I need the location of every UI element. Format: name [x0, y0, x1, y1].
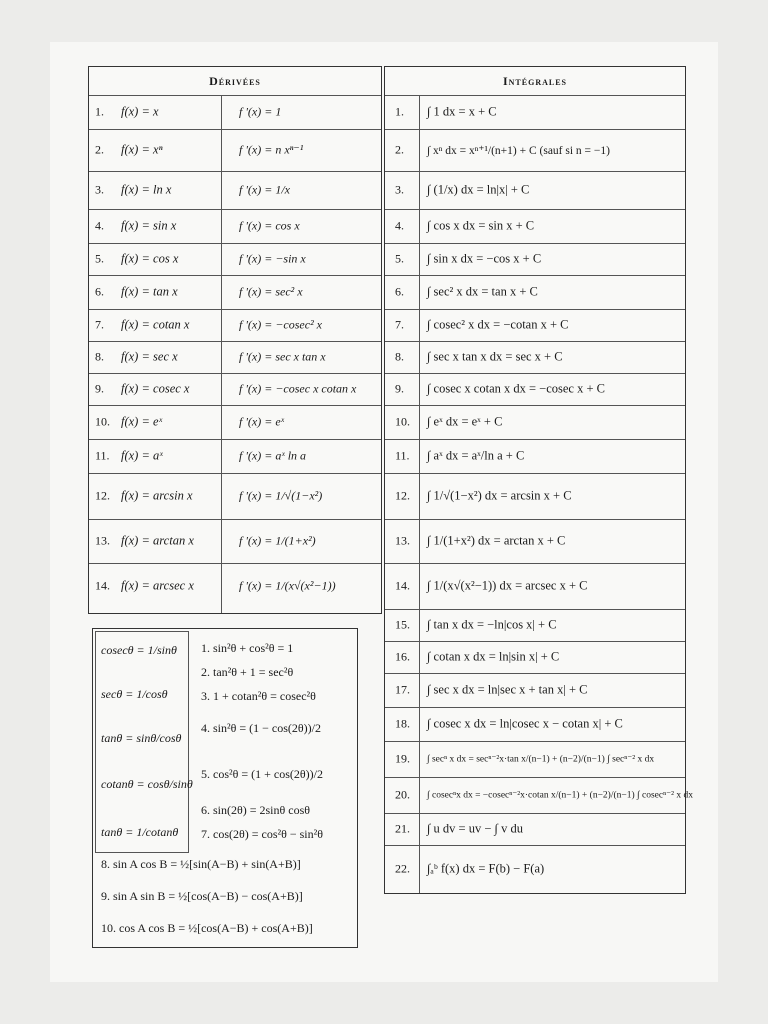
trig-identity: 5. cos²θ = (1 + cos(2θ))/2 — [201, 767, 323, 781]
integral-formula: ∫ sec x dx = ln|sec x + tan x| + C — [427, 682, 588, 697]
function-cell: f(x) = cos x — [121, 251, 179, 266]
row-number: 21. — [395, 821, 410, 836]
derivative-cell: f '(x) = sec² x — [239, 284, 303, 299]
trig-identity: 2. tan²θ + 1 = sec²θ — [201, 665, 294, 679]
derivative-row — [89, 405, 381, 440]
function-cell: f(x) = x — [121, 104, 159, 119]
function-cell: f(x) = sec x — [121, 349, 178, 364]
integrals-table — [384, 66, 693, 894]
row-number: 19. — [395, 751, 410, 766]
derivative-cell: f '(x) = sec x tan x — [239, 349, 326, 364]
row-number: 12. — [95, 488, 110, 503]
row-number: 18. — [395, 716, 410, 731]
derivative-row — [89, 341, 381, 374]
row-number: 13. — [95, 533, 110, 548]
row-number: 2. — [395, 142, 404, 157]
integral-formula: ∫ sec x tan x dx = sec x + C — [427, 349, 563, 364]
row-number: 5. — [95, 251, 104, 266]
row-number: 5. — [395, 251, 404, 266]
integral-row — [385, 641, 685, 674]
row-number: 3. — [95, 182, 104, 197]
integral-row — [385, 373, 685, 406]
derivative-cell: f '(x) = 1/√(1−x²) — [239, 488, 323, 503]
derivative-row — [89, 439, 381, 474]
integral-formula: ∫ eˣ dx = eˣ + C — [427, 414, 503, 429]
integral-row — [385, 519, 685, 564]
integral-row — [385, 405, 685, 440]
product-identity: 10. cos A cos B = ½[cos(A−B) + cos(A+B)] — [101, 921, 313, 935]
integral-formula: ∫ aˣ dx = aˣ/ln a + C — [427, 448, 525, 463]
derivative-cell: f '(x) = 1/(x√(x²−1)) — [239, 578, 336, 593]
integral-formula: ∫ₐᵇ f(x) dx = F(b) − F(a) — [427, 861, 545, 876]
integral-formula: ∫ cosecⁿx dx = −cosecⁿ⁻²x·cotan x/(n−1) + (n−2)/(n−1) ∫ cosecⁿ⁻² x dx — [427, 790, 693, 801]
row-number: 15. — [395, 617, 410, 632]
row-number: 11. — [395, 448, 410, 463]
integral-row — [385, 563, 685, 610]
row-number: 11. — [95, 448, 110, 463]
row-number: 6. — [395, 284, 404, 299]
integral-row — [385, 95, 685, 130]
trig-identity: 7. cos(2θ) = cos²θ − sin²θ — [201, 827, 323, 841]
integral-row — [385, 845, 685, 893]
integral-row — [385, 309, 685, 342]
integral-row — [385, 813, 685, 846]
integral-formula: ∫ 1/(x√(x²−1)) dx = arcsec x + C — [427, 578, 588, 593]
derivative-cell: f '(x) = −cosec² x — [239, 317, 322, 332]
integral-row — [385, 275, 685, 310]
product-identity: 8. sin A cos B = ½[sin(A−B) + sin(A+B)] — [101, 857, 301, 871]
row-number: 14. — [395, 578, 410, 593]
derivative-row — [89, 519, 381, 564]
integral-row — [385, 707, 685, 742]
integral-formula: ∫ cosec x cotan x dx = −cosec x + C — [427, 381, 605, 396]
row-number: 1. — [395, 104, 404, 119]
integral-formula: ∫ 1/(1+x²) dx = arctan x + C — [427, 533, 566, 548]
row-number: 4. — [95, 218, 104, 233]
function-cell: f(x) = arctan x — [121, 533, 194, 548]
trig-identity: 6. sin(2θ) = 2sinθ cosθ — [201, 803, 311, 817]
integral-formula: ∫ cotan x dx = ln|sin x| + C — [427, 649, 560, 664]
row-number: 16. — [395, 649, 410, 664]
integral-row — [385, 673, 685, 708]
function-cell: f(x) = eˣ — [121, 414, 163, 429]
derivative-row — [89, 171, 381, 210]
trig-identity: 4. sin²θ = (1 − cos(2θ))/2 — [201, 721, 321, 735]
function-cell: f(x) = aˣ — [121, 448, 163, 463]
integral-formula: ∫ tan x dx = −ln|cos x| + C — [427, 617, 557, 632]
function-cell: f(x) = sin x — [121, 218, 177, 233]
trig-definition: tanθ = 1/cotanθ — [101, 825, 179, 839]
trig-identities-box — [92, 628, 358, 948]
function-cell: f(x) = arcsin x — [121, 488, 193, 503]
derivative-row — [89, 129, 381, 172]
function-cell: f(x) = tan x — [121, 284, 178, 299]
row-number: 10. — [95, 414, 110, 429]
integral-row — [385, 439, 685, 474]
row-number: 7. — [395, 317, 404, 332]
integral-formula: ∫ 1 dx = x + C — [427, 104, 497, 119]
integral-row — [385, 243, 685, 276]
row-number: 12. — [395, 488, 410, 503]
row-number: 6. — [95, 284, 104, 299]
derivative-row — [89, 209, 381, 244]
derivatives-table — [88, 66, 382, 614]
integral-formula: ∫ cos x dx = sin x + C — [427, 218, 535, 233]
derivative-cell: f '(x) = 1/x — [239, 182, 290, 197]
integral-formula: ∫ u dv = uv − ∫ v du — [427, 821, 523, 836]
function-cell: f(x) = cotan x — [121, 317, 190, 332]
integral-formula: ∫ sin x dx = −cos x + C — [427, 251, 542, 266]
derivative-cell: f '(x) = aˣ ln a — [239, 448, 307, 463]
row-number: 10. — [395, 414, 410, 429]
row-number: 13. — [395, 533, 410, 548]
integral-formula: ∫ secⁿ x dx = secⁿ⁻²x·tan x/(n−1) + (n−2)/(n−1) ∫ secⁿ⁻² x dx — [427, 754, 655, 765]
row-number: 1. — [95, 104, 104, 119]
row-number: 20. — [395, 787, 410, 802]
integral-row — [385, 209, 685, 244]
integral-row — [385, 741, 685, 778]
integral-formula: ∫ 1/√(1−x²) dx = arcsin x + C — [427, 488, 572, 503]
row-number: 4. — [395, 218, 404, 233]
derivative-row — [89, 563, 381, 609]
integral-row — [385, 473, 685, 520]
derivative-row — [89, 373, 381, 406]
derivative-cell: f '(x) = 1/(1+x²) — [239, 533, 316, 548]
derivative-cell: f '(x) = eˣ — [239, 414, 285, 429]
derivative-row — [89, 275, 381, 310]
derivative-cell: f '(x) = −cosec x cotan x — [239, 381, 357, 396]
trig-definition: cotanθ = cosθ/sinθ — [101, 777, 193, 791]
derivative-cell: f '(x) = 1 — [239, 104, 282, 119]
row-number: 8. — [395, 349, 404, 364]
derivative-row — [89, 95, 381, 130]
derivative-row — [89, 309, 381, 342]
integral-row — [385, 341, 685, 374]
function-cell: f(x) = arcsec x — [121, 578, 194, 593]
function-cell: f(x) = cosec x — [121, 381, 190, 396]
row-number: 22. — [395, 861, 410, 876]
product-identity: 9. sin A sin B = ½[cos(A−B) − cos(A+B)] — [101, 889, 303, 903]
integral-row — [385, 609, 685, 642]
function-cell: f(x) = ln x — [121, 182, 172, 197]
row-number: 9. — [95, 381, 104, 396]
integral-formula: ∫ cosec x dx = ln|cosec x − cotan x| + C — [427, 716, 623, 731]
integral-formula: ∫ xⁿ dx = xⁿ⁺¹/(n+1) + C (sauf si n = −1) — [427, 145, 610, 157]
derivatives-header: Dérivées — [89, 67, 381, 96]
integral-formula: ∫ cosec² x dx = −cotan x + C — [427, 317, 569, 332]
derivative-cell: f '(x) = n xⁿ⁻¹ — [239, 142, 304, 157]
row-number: 3. — [395, 182, 404, 197]
derivative-row — [89, 473, 381, 520]
derivative-cell: f '(x) = −sin x — [239, 251, 306, 266]
derivative-cell: f '(x) = cos x — [239, 218, 300, 233]
trig-definition: tanθ = sinθ/cosθ — [101, 731, 182, 745]
trig-identity: 1. sin²θ + cos²θ = 1 — [201, 641, 294, 655]
trig-identity: 3. 1 + cotan²θ = cosec²θ — [201, 689, 316, 703]
row-number: 9. — [395, 381, 404, 396]
trig-definition: cosecθ = 1/sinθ — [101, 643, 177, 657]
integral-formula: ∫ (1/x) dx = ln|x| + C — [427, 182, 530, 197]
row-number: 2. — [95, 142, 104, 157]
derivative-row — [89, 243, 381, 276]
row-number: 14. — [95, 578, 110, 593]
integral-row — [385, 171, 685, 210]
row-number: 7. — [95, 317, 104, 332]
integral-row — [385, 777, 693, 814]
integrals-header: Intégrales — [385, 67, 685, 96]
trig-definition: secθ = 1/cosθ — [101, 687, 168, 701]
row-number: 8. — [95, 349, 104, 364]
row-number: 17. — [395, 682, 410, 697]
integral-row — [385, 129, 685, 172]
integral-formula: ∫ sec² x dx = tan x + C — [427, 284, 538, 299]
function-cell: f(x) = xⁿ — [121, 142, 163, 157]
